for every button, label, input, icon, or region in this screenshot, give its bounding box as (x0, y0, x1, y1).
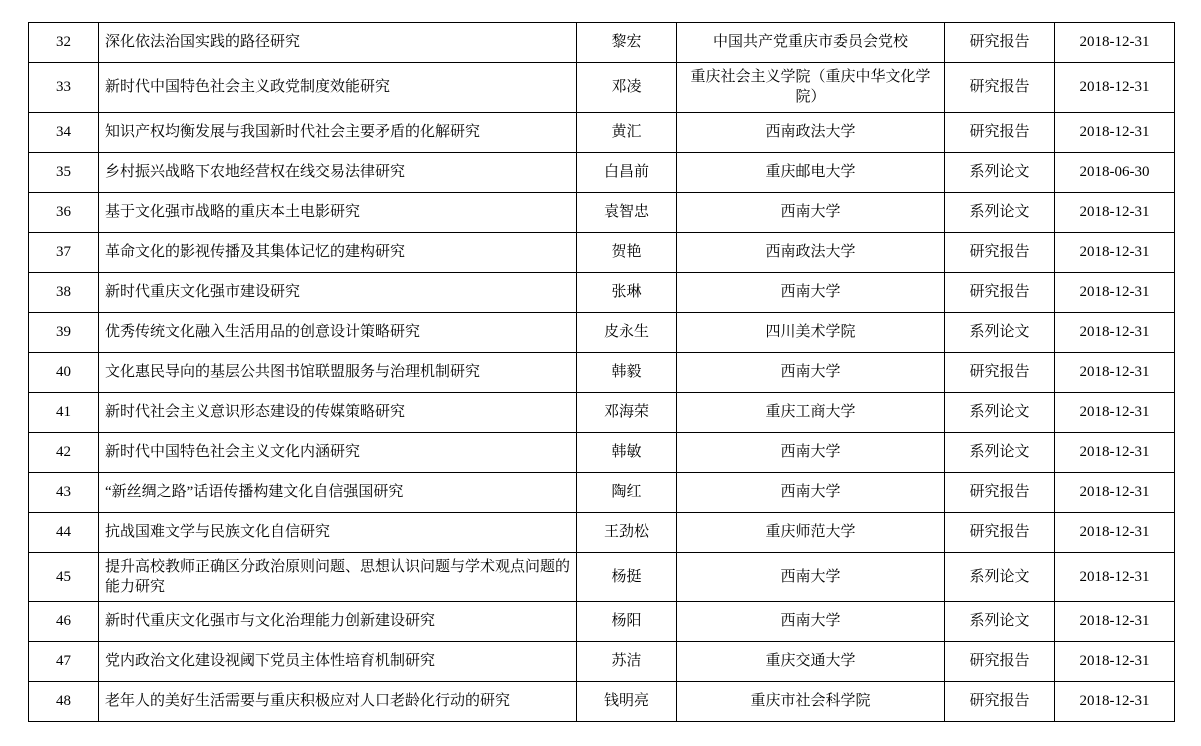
cell-person: 苏洁 (577, 642, 677, 682)
cell-project-title: 深化依法治国实践的路径研究 (99, 23, 577, 63)
table-row (29, 232, 1175, 272)
cell-serial-number: 46 (29, 602, 99, 642)
cell-person: 邓海荣 (577, 392, 677, 432)
cell-completion-date: 2018-12-31 (1055, 682, 1175, 722)
cell-result-type: 研究报告 (945, 232, 1055, 272)
cell-person: 陶红 (577, 472, 677, 512)
project-list-table (28, 22, 1175, 722)
cell-completion-date: 2018-12-31 (1055, 602, 1175, 642)
cell-result-type: 研究报告 (945, 23, 1055, 63)
cell-project-title: 乡村振兴战略下农地经营权在线交易法律研究 (99, 152, 577, 192)
cell-person: 黎宏 (577, 23, 677, 63)
cell-completion-date: 2018-12-31 (1055, 23, 1175, 63)
cell-serial-number: 35 (29, 152, 99, 192)
cell-project-title: 新时代中国特色社会主义政党制度效能研究 (99, 63, 577, 113)
cell-organization: 重庆交通大学 (677, 642, 945, 682)
cell-organization: 重庆社会主义学院（重庆中华文化学院） (677, 63, 945, 113)
cell-result-type: 系列论文 (945, 312, 1055, 352)
cell-result-type: 研究报告 (945, 112, 1055, 152)
cell-serial-number: 44 (29, 512, 99, 552)
cell-serial-number: 39 (29, 312, 99, 352)
cell-project-title: 抗战国难文学与民族文化自信研究 (99, 512, 577, 552)
cell-serial-number: 40 (29, 352, 99, 392)
cell-organization: 西南大学 (677, 192, 945, 232)
cell-result-type: 系列论文 (945, 552, 1055, 602)
cell-result-type: 研究报告 (945, 352, 1055, 392)
table-row (29, 432, 1175, 472)
cell-completion-date: 2018-12-31 (1055, 512, 1175, 552)
cell-person: 钱明亮 (577, 682, 677, 722)
table-row (29, 272, 1175, 312)
table-row (29, 112, 1175, 152)
cell-person: 韩敏 (577, 432, 677, 472)
table-row (29, 602, 1175, 642)
cell-project-title: 革命文化的影视传播及其集体记忆的建构研究 (99, 232, 577, 272)
cell-serial-number: 47 (29, 642, 99, 682)
table-row (29, 63, 1175, 113)
cell-result-type: 系列论文 (945, 392, 1055, 432)
cell-result-type: 研究报告 (945, 272, 1055, 312)
cell-result-type: 系列论文 (945, 432, 1055, 472)
cell-serial-number: 41 (29, 392, 99, 432)
cell-organization: 西南大学 (677, 272, 945, 312)
cell-serial-number: 48 (29, 682, 99, 722)
cell-organization: 西南政法大学 (677, 112, 945, 152)
cell-organization: 西南政法大学 (677, 232, 945, 272)
cell-organization: 重庆市社会科学院 (677, 682, 945, 722)
cell-person: 王劲松 (577, 512, 677, 552)
cell-completion-date: 2018-12-31 (1055, 432, 1175, 472)
cell-completion-date: 2018-12-31 (1055, 552, 1175, 602)
table-row (29, 152, 1175, 192)
cell-person: 杨挺 (577, 552, 677, 602)
cell-serial-number: 42 (29, 432, 99, 472)
cell-serial-number: 36 (29, 192, 99, 232)
cell-serial-number: 43 (29, 472, 99, 512)
cell-organization: 四川美术学院 (677, 312, 945, 352)
cell-organization: 重庆师范大学 (677, 512, 945, 552)
cell-completion-date: 2018-12-31 (1055, 112, 1175, 152)
cell-completion-date: 2018-12-31 (1055, 232, 1175, 272)
cell-completion-date: 2018-12-31 (1055, 272, 1175, 312)
cell-project-title: 基于文化强市战略的重庆本土电影研究 (99, 192, 577, 232)
cell-project-title: 新时代重庆文化强市与文化治理能力创新建设研究 (99, 602, 577, 642)
cell-person: 韩毅 (577, 352, 677, 392)
cell-result-type: 研究报告 (945, 472, 1055, 512)
cell-serial-number: 37 (29, 232, 99, 272)
cell-organization: 中国共产党重庆市委员会党校 (677, 23, 945, 63)
cell-person: 贺艳 (577, 232, 677, 272)
table-body (29, 23, 1175, 722)
cell-organization: 重庆工商大学 (677, 392, 945, 432)
cell-serial-number: 33 (29, 63, 99, 113)
table-row (29, 552, 1175, 602)
cell-project-title: 知识产权均衡发展与我国新时代社会主要矛盾的化解研究 (99, 112, 577, 152)
cell-person: 白昌前 (577, 152, 677, 192)
cell-serial-number: 38 (29, 272, 99, 312)
cell-completion-date: 2018-06-30 (1055, 152, 1175, 192)
table-row (29, 392, 1175, 432)
cell-person: 黄汇 (577, 112, 677, 152)
cell-project-title: 老年人的美好生活需要与重庆积极应对人口老龄化行动的研究 (99, 682, 577, 722)
cell-result-type: 系列论文 (945, 192, 1055, 232)
cell-person: 张琳 (577, 272, 677, 312)
cell-person: 杨阳 (577, 602, 677, 642)
cell-completion-date: 2018-12-31 (1055, 352, 1175, 392)
table-row (29, 312, 1175, 352)
table-row (29, 512, 1175, 552)
cell-completion-date: 2018-12-31 (1055, 63, 1175, 113)
table-row (29, 192, 1175, 232)
cell-organization: 西南大学 (677, 552, 945, 602)
table-row (29, 352, 1175, 392)
cell-result-type: 研究报告 (945, 63, 1055, 113)
cell-result-type: 系列论文 (945, 602, 1055, 642)
cell-serial-number: 45 (29, 552, 99, 602)
cell-person: 袁智忠 (577, 192, 677, 232)
table-row (29, 642, 1175, 682)
cell-organization: 重庆邮电大学 (677, 152, 945, 192)
table-row (29, 472, 1175, 512)
cell-organization: 西南大学 (677, 352, 945, 392)
cell-project-title: 提升高校教师正确区分政治原则问题、思想认识问题与学术观点问题的能力研究 (99, 552, 577, 602)
cell-completion-date: 2018-12-31 (1055, 192, 1175, 232)
table-row (29, 23, 1175, 63)
cell-organization: 西南大学 (677, 602, 945, 642)
cell-project-title: “新丝绸之路”话语传播构建文化自信强国研究 (99, 472, 577, 512)
cell-serial-number: 34 (29, 112, 99, 152)
cell-completion-date: 2018-12-31 (1055, 392, 1175, 432)
cell-project-title: 优秀传统文化融入生活用品的创意设计策略研究 (99, 312, 577, 352)
cell-person: 皮永生 (577, 312, 677, 352)
cell-project-title: 新时代中国特色社会主义文化内涵研究 (99, 432, 577, 472)
cell-result-type: 研究报告 (945, 512, 1055, 552)
cell-result-type: 系列论文 (945, 152, 1055, 192)
table-row (29, 682, 1175, 722)
cell-organization: 西南大学 (677, 472, 945, 512)
cell-project-title: 文化惠民导向的基层公共图书馆联盟服务与治理机制研究 (99, 352, 577, 392)
cell-project-title: 党内政治文化建设视阈下党员主体性培育机制研究 (99, 642, 577, 682)
cell-serial-number: 32 (29, 23, 99, 63)
cell-person: 邓凌 (577, 63, 677, 113)
cell-result-type: 研究报告 (945, 682, 1055, 722)
cell-organization: 西南大学 (677, 432, 945, 472)
cell-result-type: 研究报告 (945, 642, 1055, 682)
cell-project-title: 新时代重庆文化强市建设研究 (99, 272, 577, 312)
document-page (0, 22, 1201, 746)
cell-completion-date: 2018-12-31 (1055, 472, 1175, 512)
cell-project-title: 新时代社会主义意识形态建设的传媒策略研究 (99, 392, 577, 432)
cell-completion-date: 2018-12-31 (1055, 642, 1175, 682)
cell-completion-date: 2018-12-31 (1055, 312, 1175, 352)
